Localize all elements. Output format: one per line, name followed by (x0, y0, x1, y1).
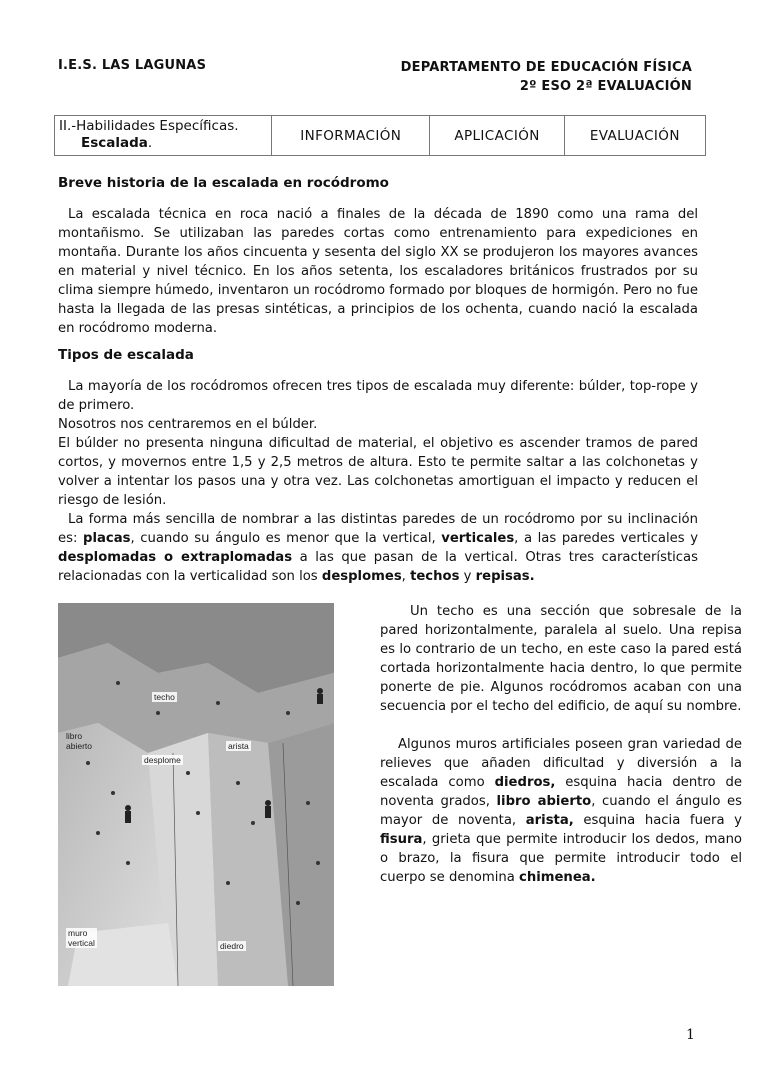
label-muro-vertical: muro vertical (68, 928, 95, 948)
term-techos: techos (410, 569, 460, 584)
term-desplomadas: desplomadas o extraplomadas (58, 550, 293, 565)
unit-title-cell (55, 116, 272, 156)
department-header (401, 58, 692, 96)
department-name: DEPARTAMENTO DE EDUCACIÓN FÍSICA (400, 60, 692, 75)
term-desplomes: desplomes (321, 569, 402, 584)
unit-subtitle-period: . (147, 135, 153, 151)
term-diedros: diedros, (494, 775, 556, 790)
tab-informacion[interactable]: INFORMACIÓN (272, 116, 430, 156)
term-arista: arista, (525, 813, 574, 828)
term-libro-abierto: libro abierto (496, 794, 592, 809)
term-repisas: repisas. (475, 569, 535, 584)
label-techo: techo (154, 692, 175, 702)
climbing-wall-photo (58, 603, 334, 986)
types-paragraph-3: El búlder no presenta ninguna dificultad de material, el objetivo es ascender tramos de pared cortos, y movernos entre 1,5 y 2,5 metros de altura. Esto te permite saltar a las colchonetas y volver a intentar los pasos una y otra vez. Las colchonetas amortiguan el impacto y reducen el riesgo de lesión. (58, 436, 698, 508)
types-section (58, 347, 698, 586)
label-desplome: desplome (144, 755, 181, 765)
climbing-wall-illustration (58, 603, 334, 986)
types-paragraph-2: Nosotros nos centraremos en el búlder. (58, 417, 318, 432)
label-libro-abierto: libro abierto (66, 731, 92, 751)
label-diedro: diedro (220, 941, 244, 951)
unit-subtitle: Escalada (81, 135, 148, 151)
label-arista: arista (228, 741, 249, 751)
history-title: Breve historia de la escalada en rocódromo (58, 175, 389, 191)
techo-paragraph: Un techo es una sección que sobresale de la pared horizontalmente, paralela al suelo. Una repisa es lo contrario de un techo, en este caso la pared está cortada horizontalmente hacia dentro, lo que permite ponerte de pie. Algunos rocódromos acaban con una secuencia por el techo del edificio, de aquí su nombre. (380, 604, 742, 714)
section-nav-table (54, 115, 706, 156)
types-paragraph-4: La forma más sencilla de nombrar a las distintas paredes de un rocódromo por su inclinación es: placas, cuando su ángulo es menor que la vertical, verticales, a las paredes verticales y desplomadas o extraplomadas a las que pasan de la vertical. Otras tres características relacionadas con la verticalidad son los desplomes, techos y repisas. (58, 512, 698, 584)
term-chimenea: chimenea. (519, 870, 596, 885)
course-evaluation: 2º ESO 2ª EVALUACIÓN (519, 79, 692, 94)
page-number: 1 (686, 1027, 695, 1043)
types-paragraph-1: La mayoría de los rocódromos ofrecen tres tipos de escalada muy diferente: búlder, top-rope y de primero. (58, 379, 698, 413)
history-section (58, 175, 698, 338)
school-name: I.E.S. LAS LAGUNAS (58, 58, 207, 73)
tab-evaluacion[interactable]: EVALUACIÓN (564, 116, 705, 156)
term-verticales: verticales (441, 531, 515, 546)
history-paragraph: La escalada técnica en roca nació a finales de la década de 1890 como una rama del montañismo. Se utilizaban las paredes cortas como entrenamiento para expediciones en montaña. Durante los años cincuenta y sesenta del siglo XX se produjeron los mayores avances en material y nivel técnico. En los años setenta, los escaladores británicos frustrados por su clima siempre húmedo, inventaron un rocódromo formado por bloques de hormigón. Pero no fue hasta la llegada de las presas sintéticas, a principios de los ochenta, cuando nació la escalada en rocódromo moderna. (58, 207, 698, 336)
types-title: Tipos de escalada (58, 347, 194, 363)
tab-aplicacion[interactable]: APLICACIÓN (430, 116, 564, 156)
wall-features-column (380, 602, 742, 887)
term-fisura: fisura (380, 832, 423, 847)
relief-paragraph: Algunos muros artificiales poseen gran variedad de relieves que añaden dificultad y diversión a la escalada como diedros, esquina hacia dentro de noventa grados, libro abierto, cuando el ángulo es mayor de noventa, arista, esquina hacia fuera y fisura, grieta que permite introducir los dedos, mano o brazo, la fisura que permite introducir todo el cuerpo se denomina chimenea. (380, 737, 742, 885)
term-placas: placas (83, 531, 131, 546)
unit-title: II.-Habilidades Específicas. (59, 118, 239, 134)
